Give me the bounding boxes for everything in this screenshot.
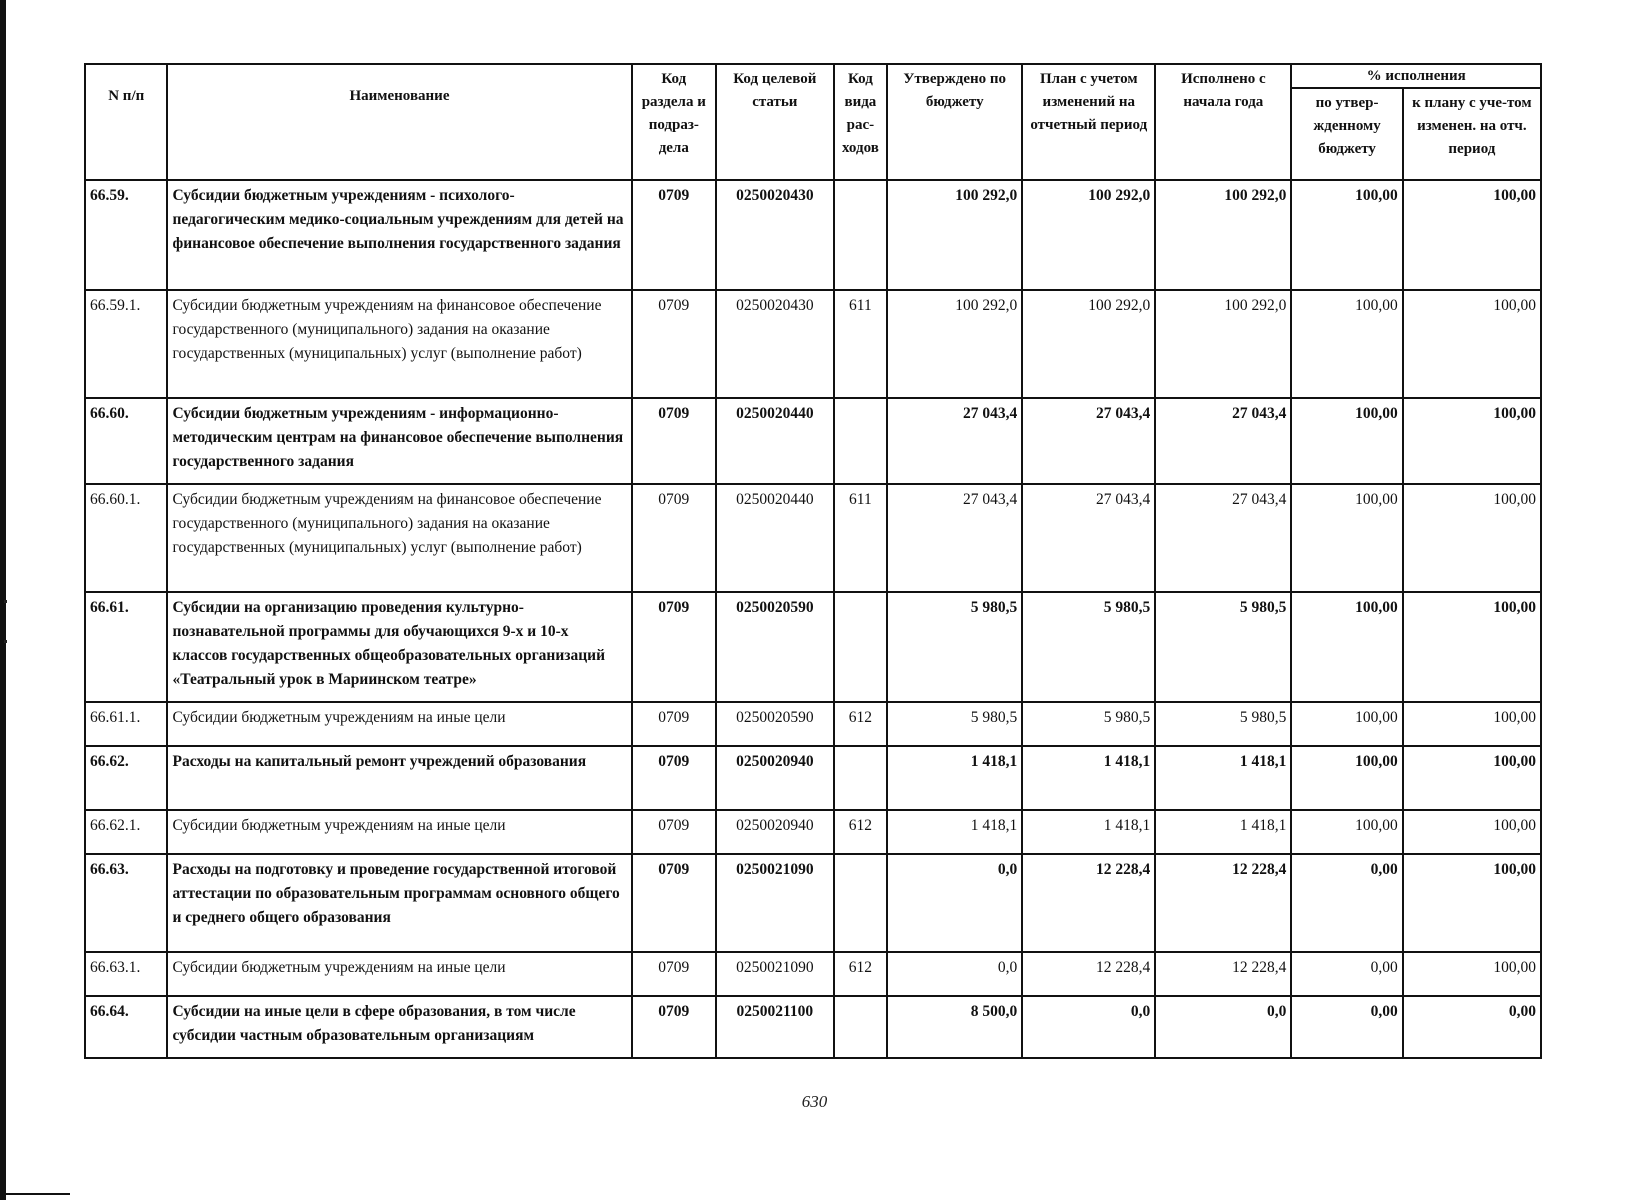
row-plan: 5 980,5	[1022, 592, 1155, 702]
row-pct-plan: 100,00	[1403, 854, 1541, 952]
row-approved: 27 043,4	[887, 484, 1022, 592]
row-razdel-code: 0709	[632, 398, 717, 484]
table-row	[85, 592, 1541, 702]
row-target-code: 0250021090	[716, 854, 834, 952]
row-target-code: 0250020940	[716, 746, 834, 810]
row-executed: 1 418,1	[1155, 746, 1291, 810]
row-number: 66.62.	[85, 746, 167, 810]
budget-table	[84, 63, 1542, 1059]
header-utv: Утверждено по бюджету	[887, 64, 1022, 180]
row-razdel-code: 0709	[632, 996, 717, 1058]
row-plan: 1 418,1	[1022, 810, 1155, 854]
row-pct-plan: 100,00	[1403, 484, 1541, 592]
row-razdel-code: 0709	[632, 484, 717, 592]
row-pct-approved: 0,00	[1291, 996, 1402, 1058]
table-row	[85, 746, 1541, 810]
row-plan: 12 228,4	[1022, 854, 1155, 952]
row-approved: 0,0	[887, 952, 1022, 996]
row-target-code: 0250020590	[716, 702, 834, 746]
row-expense-type: 612	[834, 952, 888, 996]
row-number: 66.60.1.	[85, 484, 167, 592]
table-row	[85, 952, 1541, 996]
row-pct-approved: 100,00	[1291, 484, 1402, 592]
row-plan: 0,0	[1022, 996, 1155, 1058]
row-name: Субсидии на организацию проведения культурно-познавательной программы для обучающихся 9-х и 10-х классов государственных общеобразовательных организаций «Театральный урок в Мариинском театре»	[167, 592, 631, 702]
row-approved: 1 418,1	[887, 746, 1022, 810]
row-executed: 5 980,5	[1155, 702, 1291, 746]
row-pct-plan: 100,00	[1403, 398, 1541, 484]
row-target-code: 0250020430	[716, 290, 834, 398]
header-razdel: Код раздела и подраз-дела	[632, 64, 717, 180]
row-approved: 8 500,0	[887, 996, 1022, 1058]
row-approved: 5 980,5	[887, 702, 1022, 746]
row-number: 66.59.1.	[85, 290, 167, 398]
row-pct-plan: 100,00	[1403, 810, 1541, 854]
row-name: Субсидии бюджетным учреждениям - психолого-педагогическим медико-социальным учреждениям для детей на финансовое обеспечение выполнения государственного задания	[167, 180, 631, 290]
row-target-code: 0250021090	[716, 952, 834, 996]
row-razdel-code: 0709	[632, 180, 717, 290]
header-pct-plan: к плану с уче-том изменен. на отч. период	[1403, 88, 1541, 180]
row-target-code: 0250020430	[716, 180, 834, 290]
row-plan: 27 043,4	[1022, 484, 1155, 592]
row-target-code: 0250021100	[716, 996, 834, 1058]
row-name: Субсидии бюджетным учреждениям - информационно-методическим центрам на финансовое обеспечение выполнения государственного задания	[167, 398, 631, 484]
row-expense-type: 612	[834, 702, 888, 746]
row-expense-type	[834, 180, 888, 290]
row-pct-approved: 100,00	[1291, 746, 1402, 810]
row-expense-type: 611	[834, 290, 888, 398]
row-number: 66.59.	[85, 180, 167, 290]
row-target-code: 0250020440	[716, 484, 834, 592]
row-expense-type	[834, 746, 888, 810]
row-pct-plan: 100,00	[1403, 952, 1541, 996]
row-expense-type	[834, 996, 888, 1058]
scan-speck	[4, 640, 7, 643]
row-target-code: 0250020440	[716, 398, 834, 484]
row-pct-plan: 100,00	[1403, 702, 1541, 746]
row-pct-approved: 100,00	[1291, 290, 1402, 398]
table-row	[85, 290, 1541, 398]
row-pct-approved: 100,00	[1291, 398, 1402, 484]
row-target-code: 0250020590	[716, 592, 834, 702]
row-name: Расходы на подготовку и проведение государственной итоговой аттестации по образовательным программам основного общего и среднего общего образования	[167, 854, 631, 952]
row-executed: 1 418,1	[1155, 810, 1291, 854]
row-expense-type: 612	[834, 810, 888, 854]
row-executed: 12 228,4	[1155, 952, 1291, 996]
row-razdel-code: 0709	[632, 952, 717, 996]
header-pct-utv: по утвер-жденному бюджету	[1291, 88, 1402, 180]
row-number: 66.63.1.	[85, 952, 167, 996]
row-executed: 100 292,0	[1155, 290, 1291, 398]
row-name: Субсидии бюджетным учреждениям на финансовое обеспечение государственного (муниципального) задания на оказание государственных (муниципальных) услуг (выполнение работ)	[167, 484, 631, 592]
table-row	[85, 398, 1541, 484]
row-pct-approved: 0,00	[1291, 952, 1402, 996]
row-plan: 100 292,0	[1022, 180, 1155, 290]
page-number: 630	[801, 1092, 828, 1111]
table-body	[85, 180, 1541, 1058]
row-approved: 27 043,4	[887, 398, 1022, 484]
row-number: 66.63.	[85, 854, 167, 952]
row-pct-approved: 100,00	[1291, 180, 1402, 290]
row-name: Субсидии бюджетным учреждениям на иные цели	[167, 952, 631, 996]
row-number: 66.61.	[85, 592, 167, 702]
header-plan: План с учетом изменений на отчетный период	[1022, 64, 1155, 180]
header-vid: Код вида рас-ходов	[834, 64, 888, 180]
row-pct-plan: 100,00	[1403, 592, 1541, 702]
row-number: 66.62.1.	[85, 810, 167, 854]
row-approved: 5 980,5	[887, 592, 1022, 702]
table-row	[85, 702, 1541, 746]
row-executed: 0,0	[1155, 996, 1291, 1058]
row-pct-plan: 100,00	[1403, 290, 1541, 398]
footnote-rule	[0, 1193, 70, 1195]
row-razdel-code: 0709	[632, 810, 717, 854]
table-header	[85, 64, 1541, 180]
header-npp: N п/п	[85, 64, 167, 180]
row-name: Субсидии бюджетным учреждениям на финансовое обеспечение государственного (муниципального) задания на оказание государственных (муниципальных) услуг (выполнение работ)	[167, 290, 631, 398]
header-celevoy: Код целевой статьи	[716, 64, 834, 180]
scan-speck	[4, 600, 7, 603]
row-executed: 100 292,0	[1155, 180, 1291, 290]
table-row	[85, 996, 1541, 1058]
row-razdel-code: 0709	[632, 290, 717, 398]
header-name: Наименование	[167, 64, 631, 180]
row-executed: 5 980,5	[1155, 592, 1291, 702]
row-expense-type: 611	[834, 484, 888, 592]
row-number: 66.61.1.	[85, 702, 167, 746]
row-pct-approved: 0,00	[1291, 854, 1402, 952]
row-approved: 1 418,1	[887, 810, 1022, 854]
row-expense-type	[834, 854, 888, 952]
row-pct-plan: 100,00	[1403, 746, 1541, 810]
row-approved: 100 292,0	[887, 180, 1022, 290]
row-pct-plan: 0,00	[1403, 996, 1541, 1058]
row-name: Субсидии бюджетным учреждениям на иные цели	[167, 810, 631, 854]
header-pct: % исполнения	[1291, 64, 1541, 88]
row-name: Расходы на капитальный ремонт учреждений образования	[167, 746, 631, 810]
row-razdel-code: 0709	[632, 854, 717, 952]
row-pct-approved: 100,00	[1291, 702, 1402, 746]
row-number: 66.64.	[85, 996, 167, 1058]
row-executed: 27 043,4	[1155, 484, 1291, 592]
header-isp: Исполнено с начала года	[1155, 64, 1291, 180]
row-name: Субсидии бюджетным учреждениям на иные цели	[167, 702, 631, 746]
row-razdel-code: 0709	[632, 592, 717, 702]
row-executed: 12 228,4	[1155, 854, 1291, 952]
row-approved: 100 292,0	[887, 290, 1022, 398]
row-executed: 27 043,4	[1155, 398, 1291, 484]
table-row	[85, 484, 1541, 592]
row-razdel-code: 0709	[632, 702, 717, 746]
table-row	[85, 180, 1541, 290]
row-expense-type	[834, 398, 888, 484]
row-pct-approved: 100,00	[1291, 592, 1402, 702]
row-name: Субсидии на иные цели в сфере образования, в том числе субсидии частным образовательным организациям	[167, 996, 631, 1058]
row-plan: 5 980,5	[1022, 702, 1155, 746]
row-approved: 0,0	[887, 854, 1022, 952]
row-plan: 100 292,0	[1022, 290, 1155, 398]
row-plan: 12 228,4	[1022, 952, 1155, 996]
table-row	[85, 854, 1541, 952]
row-target-code: 0250020940	[716, 810, 834, 854]
row-pct-plan: 100,00	[1403, 180, 1541, 290]
row-plan: 27 043,4	[1022, 398, 1155, 484]
row-expense-type	[834, 592, 888, 702]
row-plan: 1 418,1	[1022, 746, 1155, 810]
row-pct-approved: 100,00	[1291, 810, 1402, 854]
row-razdel-code: 0709	[632, 746, 717, 810]
table-row	[85, 810, 1541, 854]
row-number: 66.60.	[85, 398, 167, 484]
